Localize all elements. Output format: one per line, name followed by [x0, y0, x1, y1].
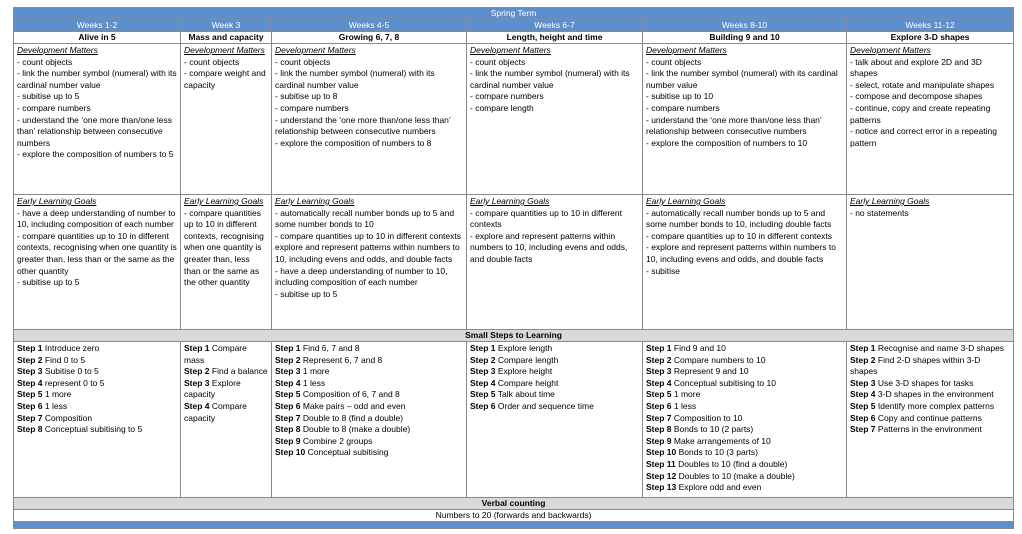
statement-item: - compare numbers — [470, 91, 544, 102]
step-text: Find a balance — [211, 366, 268, 377]
step-item — [470, 355, 639, 367]
step-item — [646, 343, 843, 355]
step-number: Step 3 — [275, 366, 301, 377]
step-number: Step 2 — [275, 354, 301, 365]
step-item — [470, 389, 639, 401]
section-heading: Early Learning Goals — [275, 196, 355, 206]
step-text: Bonds to 10 (2 parts) — [673, 424, 754, 435]
step-item — [275, 401, 463, 413]
statement-item: - compare numbers — [17, 102, 91, 113]
step-number: Step 1 — [184, 343, 210, 353]
statement-item: - compare quantities up to 10 in different contexts, recognising when one quantity is greater than, less than or the same as the other quantity — [184, 207, 264, 288]
verbal-counting-text: Numbers to 20 (forwards and backwards) — [14, 510, 1014, 522]
weeks-row — [14, 20, 1014, 32]
statement-item: - link the number symbol (numeral) with its cardinal number value — [17, 68, 177, 90]
section-heading: Development Matters — [184, 45, 265, 55]
small-steps-row — [14, 342, 1014, 498]
step-number: Step 10 — [646, 447, 677, 458]
development-matters-cell — [14, 44, 181, 195]
step-text: Compare length — [497, 354, 559, 365]
step-item — [275, 366, 463, 378]
step-item — [17, 424, 177, 436]
step-item — [184, 401, 268, 424]
step-number: Step 3 — [850, 377, 876, 388]
early-learning-goals-cell — [847, 195, 1014, 330]
small-steps-cell — [14, 342, 181, 498]
step-text: Composition of 6, 7 and 8 — [302, 389, 400, 400]
statement-item: - subitise — [646, 265, 681, 276]
step-item — [646, 378, 843, 390]
step-text: 1 less — [302, 377, 326, 388]
step-item — [470, 378, 639, 390]
step-item — [850, 413, 1010, 425]
step-text: Recognise and name 3-D shapes — [877, 343, 1005, 353]
step-number: Step 3 — [17, 366, 43, 377]
section-heading: Early Learning Goals — [470, 196, 550, 206]
statement-item: explore and represent patterns within numbers to 10, including evens and odds, and double facts — [275, 242, 460, 264]
step-number: Step 11 — [646, 458, 676, 469]
step-number: Step 3 — [470, 366, 496, 377]
step-item — [646, 424, 843, 436]
section-heading: Development Matters — [17, 45, 98, 55]
weeks-label: Weeks 4-5 — [272, 20, 467, 32]
small-steps-cell — [847, 342, 1014, 498]
step-text: Conceptual subitising to 10 — [673, 377, 776, 388]
step-text: Subitise 0 to 5 — [44, 366, 99, 377]
statement-item: - compare quantities up to 10 in different contexts — [275, 230, 462, 241]
step-text: 1 less — [673, 400, 697, 411]
step-number: Step 4 — [17, 377, 43, 388]
step-number: Step 5 — [646, 389, 672, 400]
development-matters-cell — [643, 44, 847, 195]
early-learning-goals-cell — [272, 195, 467, 330]
step-item — [646, 401, 843, 413]
statement-item: - compare quantities up to 10 in different contexts — [646, 230, 833, 241]
step-number: Step 1 — [646, 343, 672, 353]
unit-title: Mass and capacity — [181, 32, 272, 44]
step-text: Composition — [44, 412, 93, 423]
step-item — [275, 355, 463, 367]
step-number: Step 8 — [275, 424, 301, 435]
step-number: Step 6 — [17, 400, 43, 411]
small-steps-cell — [467, 342, 643, 498]
statement-item: - subitise up to 5 — [17, 91, 80, 102]
section-heading: Early Learning Goals — [17, 196, 97, 206]
step-item — [850, 355, 1010, 378]
early-learning-goals-row — [14, 195, 1014, 330]
step-item — [470, 366, 639, 378]
statement-item: - subitise up to 5 — [17, 277, 80, 288]
statement-item: - compare numbers — [275, 102, 349, 113]
development-matters-cell — [272, 44, 467, 195]
step-item — [646, 355, 843, 367]
statement-item: - compose and decompose shapes — [850, 91, 983, 102]
step-number: Step 9 — [275, 435, 301, 446]
step-number: Step 5 — [850, 400, 876, 411]
statement-item: - explore the composition of numbers to 10 — [646, 137, 808, 148]
unit-title-row — [14, 32, 1014, 44]
development-matters-cell — [181, 44, 272, 195]
statement-item: - continue, copy and create repeating patterns — [850, 102, 991, 125]
step-item — [17, 366, 177, 378]
step-number: Step 12 — [646, 470, 677, 481]
step-item — [646, 471, 843, 483]
step-number: Step 10 — [275, 447, 306, 458]
small-steps-header: Small Steps to Learning — [14, 330, 1014, 342]
statement-item: - link the number symbol (numeral) with its cardinal number value — [275, 68, 435, 90]
step-number: Step 7 — [646, 412, 672, 423]
development-matters-cell — [467, 44, 643, 195]
step-item — [275, 424, 463, 436]
step-text: 3-D shapes in the environment — [877, 389, 994, 400]
step-text: Find 2-D shapes within 3-D shapes — [850, 354, 981, 377]
weeks-label: Weeks 11-12 — [847, 20, 1014, 32]
unit-title: Explore 3-D shapes — [847, 32, 1014, 44]
step-item — [17, 413, 177, 425]
step-number: Step 8 — [646, 424, 672, 435]
step-text: Conceptual subitising to 5 — [44, 424, 143, 435]
step-number: Step 6 — [850, 412, 876, 423]
statement-item: - link the number symbol (numeral) with its cardinal number value — [470, 68, 630, 90]
statement-item: - count objects — [275, 56, 331, 67]
step-text: Bonds to 10 (3 parts) — [678, 447, 759, 458]
step-text: Explore capacity — [184, 377, 241, 400]
step-number: Step 6 — [470, 400, 496, 411]
step-text: 1 more — [302, 366, 330, 377]
step-text: Combine 2 groups — [302, 435, 373, 446]
step-number: Step 2 — [184, 366, 210, 377]
statement-item: - explore and represent patterns within numbers to 10, including evens and odds, and double facts — [470, 230, 628, 264]
step-text: Identify more complex patterns — [877, 400, 995, 411]
step-text: Talk about time — [497, 389, 555, 400]
step-number: Step 2 — [470, 354, 496, 365]
step-text: Compare numbers to 10 — [673, 354, 766, 365]
step-item — [470, 401, 639, 413]
section-heading: Development Matters — [850, 45, 931, 55]
curriculum-document — [13, 7, 1013, 529]
statement-item: - no statements — [850, 207, 909, 218]
step-item — [646, 482, 843, 494]
step-number: Step 5 — [470, 389, 496, 400]
step-text: represent 0 to 5 — [44, 377, 105, 388]
step-item — [184, 343, 268, 366]
step-text: Introduce zero — [44, 343, 100, 353]
step-item — [646, 366, 843, 378]
step-number: Step 5 — [17, 389, 43, 400]
small-steps-cell — [181, 342, 272, 498]
step-text: Compare height — [497, 377, 559, 388]
step-text: Explore length — [497, 343, 553, 353]
step-number: Step 4 — [184, 400, 210, 411]
early-learning-goals-cell — [467, 195, 643, 330]
step-number: Step 4 — [850, 389, 876, 400]
step-item — [184, 366, 268, 378]
development-matters-row — [14, 44, 1014, 195]
step-text: 1 less — [44, 400, 68, 411]
step-item — [17, 389, 177, 401]
statement-item: - talk about and explore 2D and 3D shapes — [850, 56, 982, 79]
verbal-counting-header: Verbal counting — [14, 498, 1014, 510]
step-item — [275, 389, 463, 401]
step-text: Patterns in the environment — [877, 424, 982, 435]
step-number: Step 1 — [850, 343, 876, 353]
small-steps-cell — [643, 342, 847, 498]
step-item — [850, 389, 1010, 401]
step-item — [646, 447, 843, 459]
step-item — [275, 447, 463, 459]
step-number: Step 4 — [646, 377, 672, 388]
step-item — [275, 436, 463, 448]
step-text: Explore height — [497, 366, 553, 377]
step-text: 1 more — [673, 389, 701, 400]
step-item — [17, 401, 177, 413]
step-number: Step 8 — [17, 424, 43, 435]
step-item — [850, 343, 1010, 355]
small-steps-cell — [272, 342, 467, 498]
statement-item: - notice and correct error in a repeating pattern — [850, 126, 997, 148]
statement-item: - compare length — [470, 102, 534, 113]
step-text: Order and sequence time — [497, 400, 594, 411]
step-text: 1 more — [44, 389, 72, 400]
step-number: Step 7 — [275, 412, 301, 423]
step-item — [17, 355, 177, 367]
statement-item: - count objects — [470, 56, 526, 67]
statement-item: - understand the ‘one more than/one less than’ relationship between consecutive numbers — [646, 114, 822, 137]
step-item — [470, 343, 639, 355]
statement-item: - compare weight and capacity — [184, 68, 266, 90]
step-text: Use 3-D shapes for tasks — [877, 377, 974, 388]
step-text: Copy and continue patterns — [877, 412, 982, 423]
step-text: Compare capacity — [184, 400, 247, 423]
step-text: Double to 8 (find a double) — [302, 412, 404, 423]
step-text: Explore odd and even — [678, 482, 762, 493]
step-item — [646, 413, 843, 425]
step-number: Step 6 — [275, 400, 301, 411]
statement-item: - explore the composition of numbers to 8 — [275, 137, 432, 148]
step-number: Step 4 — [275, 377, 301, 388]
step-item — [850, 424, 1010, 436]
statement-item: - compare numbers — [646, 102, 720, 113]
statement-item: - count objects — [17, 56, 73, 67]
step-item — [17, 343, 177, 355]
step-item — [646, 436, 843, 448]
step-number: Step 3 — [184, 377, 210, 388]
statement-item: - explore and represent patterns within numbers to 10, including evens and odds, and double facts — [646, 242, 836, 264]
statement-item: - count objects — [646, 56, 702, 67]
early-learning-goals-cell — [643, 195, 847, 330]
step-text: Compare mass — [184, 343, 247, 365]
step-item — [275, 343, 463, 355]
statement-item: - understand the ‘one more than/one less than’ relationship between consecutive numbers — [17, 114, 172, 148]
step-text: Find 6, 7 and 8 — [302, 343, 360, 353]
step-item — [646, 459, 843, 471]
statement-item: - compare quantities up to 10 in different contexts, recognising when one quantity is greater than, less than or the same as the other quantity — [17, 230, 177, 276]
statement-item: - subitise up to 5 — [275, 288, 338, 299]
term-header: Spring Term — [14, 8, 1014, 20]
step-text: Conceptual subitising — [307, 447, 389, 458]
weeks-label: Weeks 8-10 — [643, 20, 847, 32]
step-item — [275, 378, 463, 390]
step-number: Step 3 — [646, 366, 672, 377]
section-heading: Development Matters — [646, 45, 727, 55]
statement-item: - automatically recall number bonds up to 5 and some number bonds to 10 — [275, 207, 455, 230]
unit-title: Length, height and time — [467, 32, 643, 44]
statement-item: - compare quantities up to 10 in different contexts — [470, 207, 622, 230]
step-number: Step 1 — [17, 343, 43, 353]
step-number: Step 4 — [470, 377, 496, 388]
footer-band — [14, 522, 1014, 529]
early-learning-goals-cell — [14, 195, 181, 330]
development-matters-cell — [847, 44, 1014, 195]
statement-item: - count objects — [184, 56, 240, 67]
step-text: Make arrangements of 10 — [673, 435, 771, 446]
step-item — [275, 413, 463, 425]
statement-item: - explore the composition of numbers to 5 — [17, 149, 174, 160]
section-heading: Early Learning Goals — [850, 196, 930, 206]
step-number: Step 7 — [850, 424, 876, 435]
weeks-label: Week 3 — [181, 20, 272, 32]
weeks-label: Weeks 6-7 — [467, 20, 643, 32]
statement-item: - subitise up to 8 — [275, 91, 338, 102]
step-item — [184, 378, 268, 401]
statement-item: - understand the ‘one more than/one less than’ relationship between consecutive numbers — [275, 114, 451, 137]
early-learning-goals-cell — [181, 195, 272, 330]
step-text: Find 9 and 10 — [673, 343, 726, 353]
statement-item: - have a deep understanding of number to 10, including composition of each number — [17, 207, 176, 230]
step-item — [17, 378, 177, 390]
step-item — [850, 401, 1010, 413]
spring-term-table — [13, 7, 1014, 529]
unit-title: Growing 6, 7, 8 — [272, 32, 467, 44]
section-heading: Development Matters — [470, 45, 551, 55]
statement-item: - automatically recall number bonds up to 5 and some number bonds to 10, including double facts — [646, 207, 832, 230]
step-text: Represent 6, 7 and 8 — [302, 354, 383, 365]
step-text: Find 0 to 5 — [44, 354, 86, 365]
step-number: Step 1 — [470, 343, 496, 353]
statement-item: - subitise up to 10 — [646, 91, 714, 102]
section-heading: Development Matters — [275, 45, 356, 55]
unit-title: Building 9 and 10 — [643, 32, 847, 44]
unit-title: Alive in 5 — [14, 32, 181, 44]
step-text: Make pairs – odd and even — [302, 400, 406, 411]
statement-item: - select, rotate and manipulate shapes — [850, 79, 995, 90]
step-text: Doubles to 10 (find a double) — [678, 458, 788, 469]
statement-item: - have a deep understanding of number to 10, including composition of each number — [275, 265, 448, 288]
step-number: Step 2 — [646, 354, 672, 365]
step-number: Step 7 — [17, 412, 43, 423]
step-text: Doubles to 10 (make a double) — [678, 470, 795, 481]
step-number: Step 9 — [646, 435, 672, 446]
step-number: Step 2 — [850, 354, 876, 365]
step-item — [646, 389, 843, 401]
weeks-label: Weeks 1-2 — [14, 20, 181, 32]
step-text: Represent 9 and 10 — [673, 366, 749, 377]
step-number: Step 5 — [275, 389, 301, 400]
step-number: Step 6 — [646, 400, 672, 411]
section-heading: Early Learning Goals — [646, 196, 726, 206]
section-heading: Early Learning Goals — [184, 196, 264, 206]
step-item — [850, 378, 1010, 390]
step-text: Composition to 10 — [673, 412, 743, 423]
step-number: Step 13 — [646, 482, 677, 493]
step-number: Step 2 — [17, 354, 43, 365]
statement-item: - link the number symbol (numeral) with its cardinal number value — [646, 68, 838, 90]
step-text: Double to 8 (make a double) — [302, 424, 411, 435]
step-number: Step 1 — [275, 343, 301, 353]
